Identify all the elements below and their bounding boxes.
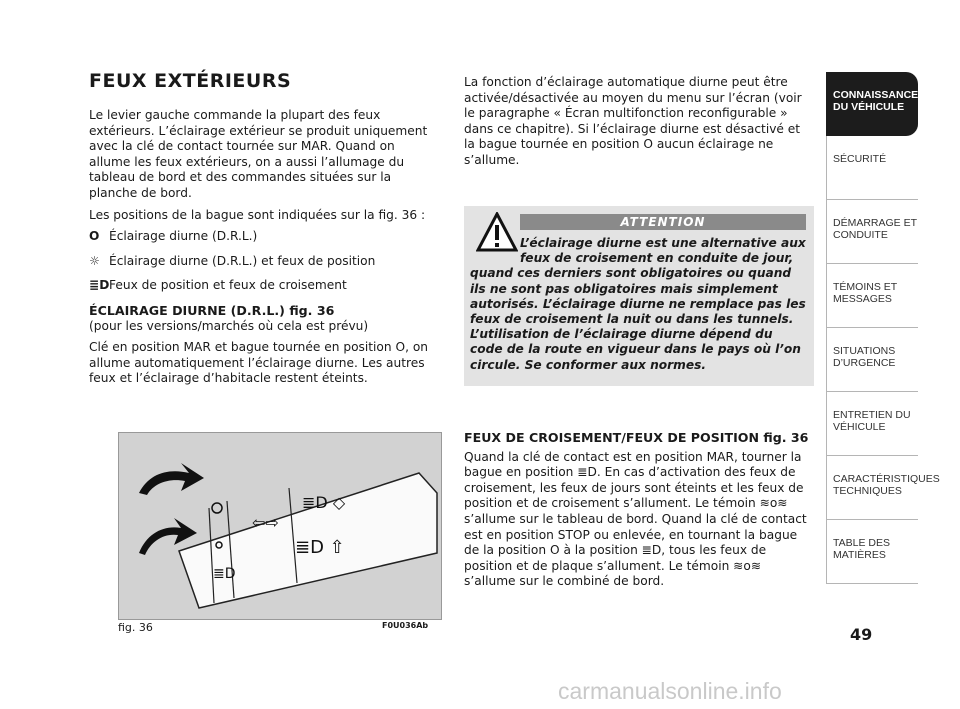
drl-note: (pour les versions/marchés où cela est prévu): [89, 318, 369, 333]
position-item: [89, 278, 437, 294]
position-item: [89, 229, 437, 245]
sun-icon: ☼: [89, 253, 100, 268]
figure-caption: fig. 36: [118, 621, 153, 634]
tab-urgence[interactable]: SITUATIONS D’URGENCE: [826, 328, 918, 392]
tab-temoins[interactable]: TÉMOINS ET MESSAGES: [826, 264, 918, 328]
svg-text:≣D ⇧: ≣D ⇧: [295, 537, 345, 558]
dipped-beam-title: FEUX DE CROISEMENT/FEUX DE POSITION fig. 36: [464, 430, 809, 445]
attention-label: ATTENTION: [520, 214, 806, 230]
figure-code: F0U036Ab: [382, 621, 429, 630]
attention-box: [464, 206, 814, 386]
page-number: 49: [850, 625, 873, 644]
svg-text:≣D ◇: ≣D ◇: [302, 493, 346, 512]
drl-paragraph: Clé en position MAR et bague tournée en position O, on allume automatiquement l’éclairage diurne. Les autres feux et l’éclairage d’habitacle restent éteints.: [89, 340, 429, 386]
svg-text:≣D: ≣D: [213, 566, 236, 582]
tab-caracteristiques[interactable]: CARACTÉRISTIQUES TECHNIQUES: [826, 456, 918, 520]
lever-illustration: [119, 433, 441, 619]
dipped-beam-body: Quand la clé de contact est en position MAR, tourner la bague en position ≣D. En cas d’activation des feux de croisement, les feux de jours sont éteints et les feux de position et de croisement s’allument. Le témoin ≋o≋ s’allume sur le tableau de bord. Quand la clé de contact est en position STOP ou enlevée, en tournant la bague de la position O à la position ≣D, tous les feux de position et de plaque s’allument. Le témoin ≋o≋ s’allume sur le combiné de bord.: [464, 449, 807, 589]
tab-entretien[interactable]: ENTRETIEN DU VÉHICULE: [826, 392, 918, 456]
attention-text: [470, 236, 808, 373]
left-column: [89, 108, 437, 393]
position-label: Éclairage diurne (D.R.L.): [109, 229, 258, 244]
attention-rest: quand ces derniers sont obligatoires ou quand ils ne sont pas obligatoires mais simplement autorisés. L’éclairage diurne ne remplace pas les feux de croisement la nuit ou dans les tunnels. L’utilisation de l’éclairage diurne dépend du code de la route en vigueur dans le pays où l’on circule. Se conformer aux normes.: [470, 266, 806, 372]
drl-subheading: ÉCLAIRAGE DIURNE (D.R.L.) fig. 36: [89, 302, 335, 318]
tab-table-matieres[interactable]: TABLE DES MATIÈRES: [826, 520, 918, 584]
right-column: [464, 75, 814, 175]
svg-text:⇦⇨: ⇦⇨: [252, 513, 279, 532]
position-label: Éclairage diurne (D.R.L.) et feux de position: [109, 253, 376, 268]
drl-icon: O: [89, 229, 100, 244]
tab-demarrage[interactable]: DÉMARRAGE ET CONDUITE: [826, 200, 918, 264]
position-item: [89, 254, 437, 270]
dipped-beam-icon: ≣D: [89, 278, 110, 293]
intro-paragraph: Le levier gauche commande la plupart des feux extérieurs. L’éclairage extérieur se produit uniquement avec la clé de contact tournée sur MAR. Quand on allume les feux extérieurs, on a aussi l’allumage du tableau de bord et des commandes situées sur la planche de bord.: [89, 108, 428, 200]
watermark: carmanualsonline.info: [558, 678, 782, 704]
figure-36: [118, 432, 442, 620]
section-heading: FEUX EXTÉRIEURS: [89, 70, 292, 92]
auto-drl-paragraph: La fonction d’éclairage automatique diurne peut être activée/désactivée au moyen du menu sur l’écran (voir le paragraphe « Écran multifonction reconfigurable » dans ce chapitre). Si l’éclairage diurne est désactivé et la bague tournée en position O aucun éclairage ne s’allume.: [464, 75, 802, 167]
dipped-beam-section: [464, 430, 814, 590]
tab-connaissance[interactable]: CONNAISSANCE DU VÉHICULE: [826, 72, 918, 136]
tab-securite[interactable]: SÉCURITÉ: [826, 136, 918, 200]
chapter-tabs: [826, 72, 940, 584]
attention-first-line: L’éclairage diurne est une alternative aux feux de croisement en conduite de jour,: [520, 236, 806, 266]
position-label: Feux de position et feux de croisement: [109, 278, 347, 293]
positions-intro: Les positions de la bague sont indiquées sur la fig. 36 :: [89, 207, 426, 222]
